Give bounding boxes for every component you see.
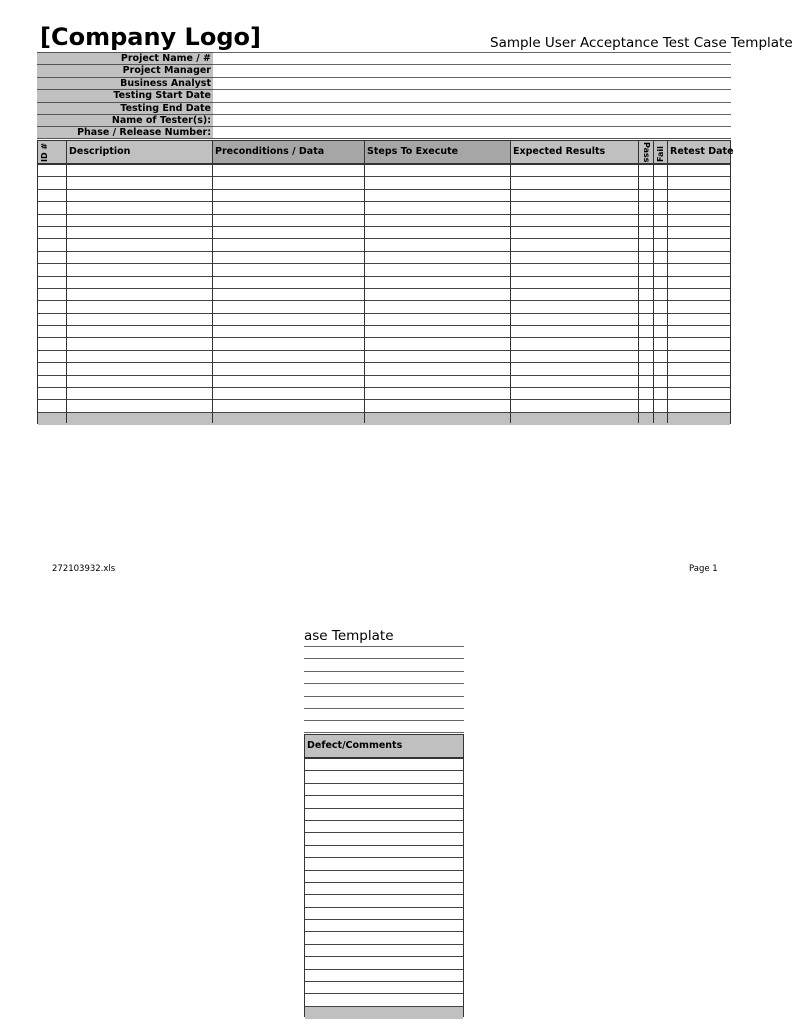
header-preconditions: Preconditions / Data <box>213 141 365 163</box>
footer-filename: 272103932.xls <box>52 564 116 574</box>
table-row[interactable] <box>305 908 463 920</box>
table-row[interactable] <box>305 871 463 883</box>
table-row[interactable] <box>38 301 730 313</box>
info-value-cell[interactable] <box>213 64 731 76</box>
info-row-business-analyst <box>37 77 731 89</box>
table-row[interactable] <box>305 932 463 944</box>
project-info-continued <box>304 646 464 733</box>
table-row[interactable] <box>305 796 463 808</box>
table-row[interactable] <box>38 215 730 227</box>
table-row[interactable] <box>305 970 463 982</box>
table-row[interactable] <box>38 363 730 375</box>
table-row[interactable] <box>38 239 730 251</box>
header-pass <box>639 141 654 163</box>
table-row[interactable] <box>305 846 463 858</box>
column-divider <box>638 165 639 423</box>
company-logo-placeholder: [Company Logo] <box>40 23 261 51</box>
info-value-cell[interactable] <box>304 696 464 708</box>
info-label: Name of Tester(s): <box>37 114 213 126</box>
table-row[interactable] <box>38 277 730 289</box>
table-row[interactable] <box>305 957 463 969</box>
document-title-continued: ase Template <box>304 628 394 644</box>
table-row[interactable] <box>305 994 463 1006</box>
header-fail <box>654 141 668 163</box>
info-value-cell[interactable] <box>304 646 464 658</box>
table-row[interactable] <box>38 314 730 326</box>
table-row[interactable] <box>38 376 730 388</box>
info-row-testers <box>37 114 731 126</box>
header-defect-comments: Defect/Comments <box>307 740 403 751</box>
table-row[interactable] <box>305 809 463 821</box>
table-row[interactable] <box>38 351 730 363</box>
table-row[interactable] <box>305 759 463 771</box>
table-row[interactable] <box>305 945 463 957</box>
info-value-cell[interactable] <box>213 102 731 114</box>
table-row[interactable] <box>305 771 463 783</box>
table-row-shaded-total <box>38 413 730 425</box>
table-row[interactable] <box>305 784 463 796</box>
column-divider <box>212 165 213 423</box>
table-row[interactable] <box>305 821 463 833</box>
info-label: Testing Start Date <box>37 89 213 101</box>
info-value-cell[interactable] <box>304 683 464 695</box>
header-steps: Steps To Execute <box>365 141 511 163</box>
footer-page-number: Page 1 <box>689 564 718 574</box>
grid-header-row <box>305 735 463 759</box>
info-value-cell[interactable] <box>213 114 731 126</box>
info-row-testing-start-date <box>37 89 731 101</box>
table-row[interactable] <box>38 165 730 177</box>
grid-body[interactable] <box>38 165 730 423</box>
column-divider <box>510 165 511 423</box>
info-value-cell[interactable] <box>213 52 731 64</box>
header-expected: Expected Results <box>511 141 639 163</box>
header-id-label: ID # <box>40 142 49 162</box>
info-value-cell[interactable] <box>304 720 464 732</box>
table-row[interactable] <box>38 326 730 338</box>
table-row[interactable] <box>38 177 730 189</box>
document-title: Sample User Acceptance Test Case Template <box>490 35 793 51</box>
info-label: Project Manager <box>37 64 213 76</box>
header-description: Description <box>67 141 213 163</box>
table-row[interactable] <box>305 833 463 845</box>
header-id <box>38 141 67 163</box>
defect-comments-grid <box>304 734 464 1017</box>
table-row[interactable] <box>38 338 730 350</box>
info-label: Phase / Release Number: <box>37 126 213 138</box>
info-row-project-name <box>37 52 731 64</box>
info-row-phase-release <box>37 126 731 138</box>
table-row[interactable] <box>38 400 730 412</box>
info-value-cell[interactable] <box>304 708 464 720</box>
spreadsheet-page-2 <box>0 590 768 1024</box>
info-label: Testing End Date <box>37 102 213 114</box>
table-row[interactable] <box>305 858 463 870</box>
info-label: Business Analyst <box>37 77 213 89</box>
table-row[interactable] <box>38 264 730 276</box>
table-row[interactable] <box>38 252 730 264</box>
info-label: Project Name / # <box>37 52 213 64</box>
table-row-shaded-total <box>305 1007 463 1019</box>
table-row[interactable] <box>305 883 463 895</box>
grid-body[interactable] <box>305 759 463 1016</box>
column-divider <box>66 165 67 423</box>
column-divider <box>653 165 654 423</box>
table-row[interactable] <box>38 388 730 400</box>
table-row[interactable] <box>305 982 463 994</box>
info-value-cell[interactable] <box>213 126 731 138</box>
info-value-cell[interactable] <box>304 658 464 670</box>
info-value-cell[interactable] <box>213 89 731 101</box>
info-row-testing-end-date <box>37 102 731 114</box>
info-value-cell[interactable] <box>304 671 464 683</box>
table-row[interactable] <box>38 289 730 301</box>
info-value-cell[interactable] <box>213 77 731 89</box>
info-row-project-manager <box>37 64 731 76</box>
column-divider <box>667 165 668 423</box>
header-fail-label: Fail <box>656 146 665 162</box>
table-row[interactable] <box>38 190 730 202</box>
grid-header-row <box>38 141 734 165</box>
table-row[interactable] <box>305 895 463 907</box>
table-row[interactable] <box>38 202 730 214</box>
table-row[interactable] <box>38 227 730 239</box>
project-info-block <box>37 52 731 139</box>
header-retest: Retest Date <box>670 146 734 157</box>
column-divider <box>364 165 365 423</box>
header-pass-label: Pass <box>642 142 651 163</box>
test-case-grid <box>37 140 734 424</box>
table-row[interactable] <box>305 920 463 932</box>
